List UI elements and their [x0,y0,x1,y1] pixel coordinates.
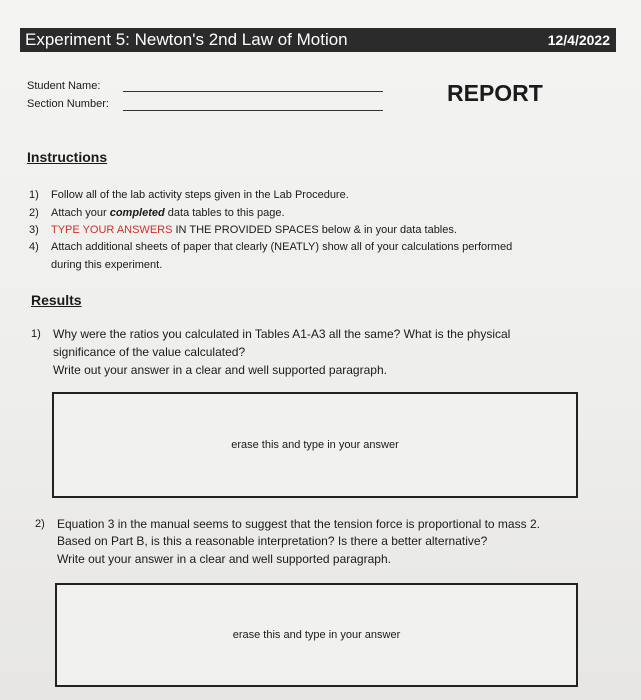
answer-placeholder-2[interactable]: erase this and type in your answer [232,629,401,641]
date-label: 12/4/2022 [547,32,610,48]
student-name-label: Student Name: [27,80,101,92]
answer-box-2[interactable] [55,583,578,687]
question-1: 1) Why were the ratios you calculated in Tables A1-A3 all the same? What is the physical significance of the value calculated? Write out your answer in a clear and well supported paragraph. [31,327,511,377]
answer-placeholder-1[interactable]: erase this and type in your answer [231,439,399,451]
results-heading: Results [31,292,82,308]
section-number-label: Section Number: [27,98,109,110]
student-name-field[interactable] [123,91,383,92]
question-2: 2) Equation 3 in the manual seems to suggest that the tension force is proportional to mass 2. Based on Part B, is this a reasonable interpretation? Is there a better alternative? Write out your answer in a clear and well supported paragraph. [35,517,540,566]
title-bar [20,28,616,52]
report-heading: REPORT [447,80,543,106]
experiment-title: Experiment 5: Newton's 2nd Law of Motion [25,30,348,49]
instructions-list: 1) Follow all of the lab activity steps given in the Lab Procedure. 2) Attach your completed data tables to this page. 3) TYPE YOUR ANSWERS IN THE PROVIDED SPACES below & in your data tables. 4) Attach additional sheets of paper that clearly (NEATLY) show all of your calculations performed during this experiment. [29,189,513,271]
section-number-field[interactable] [123,110,383,111]
instructions-heading: Instructions [27,149,108,165]
answer-box-1[interactable] [52,392,578,498]
